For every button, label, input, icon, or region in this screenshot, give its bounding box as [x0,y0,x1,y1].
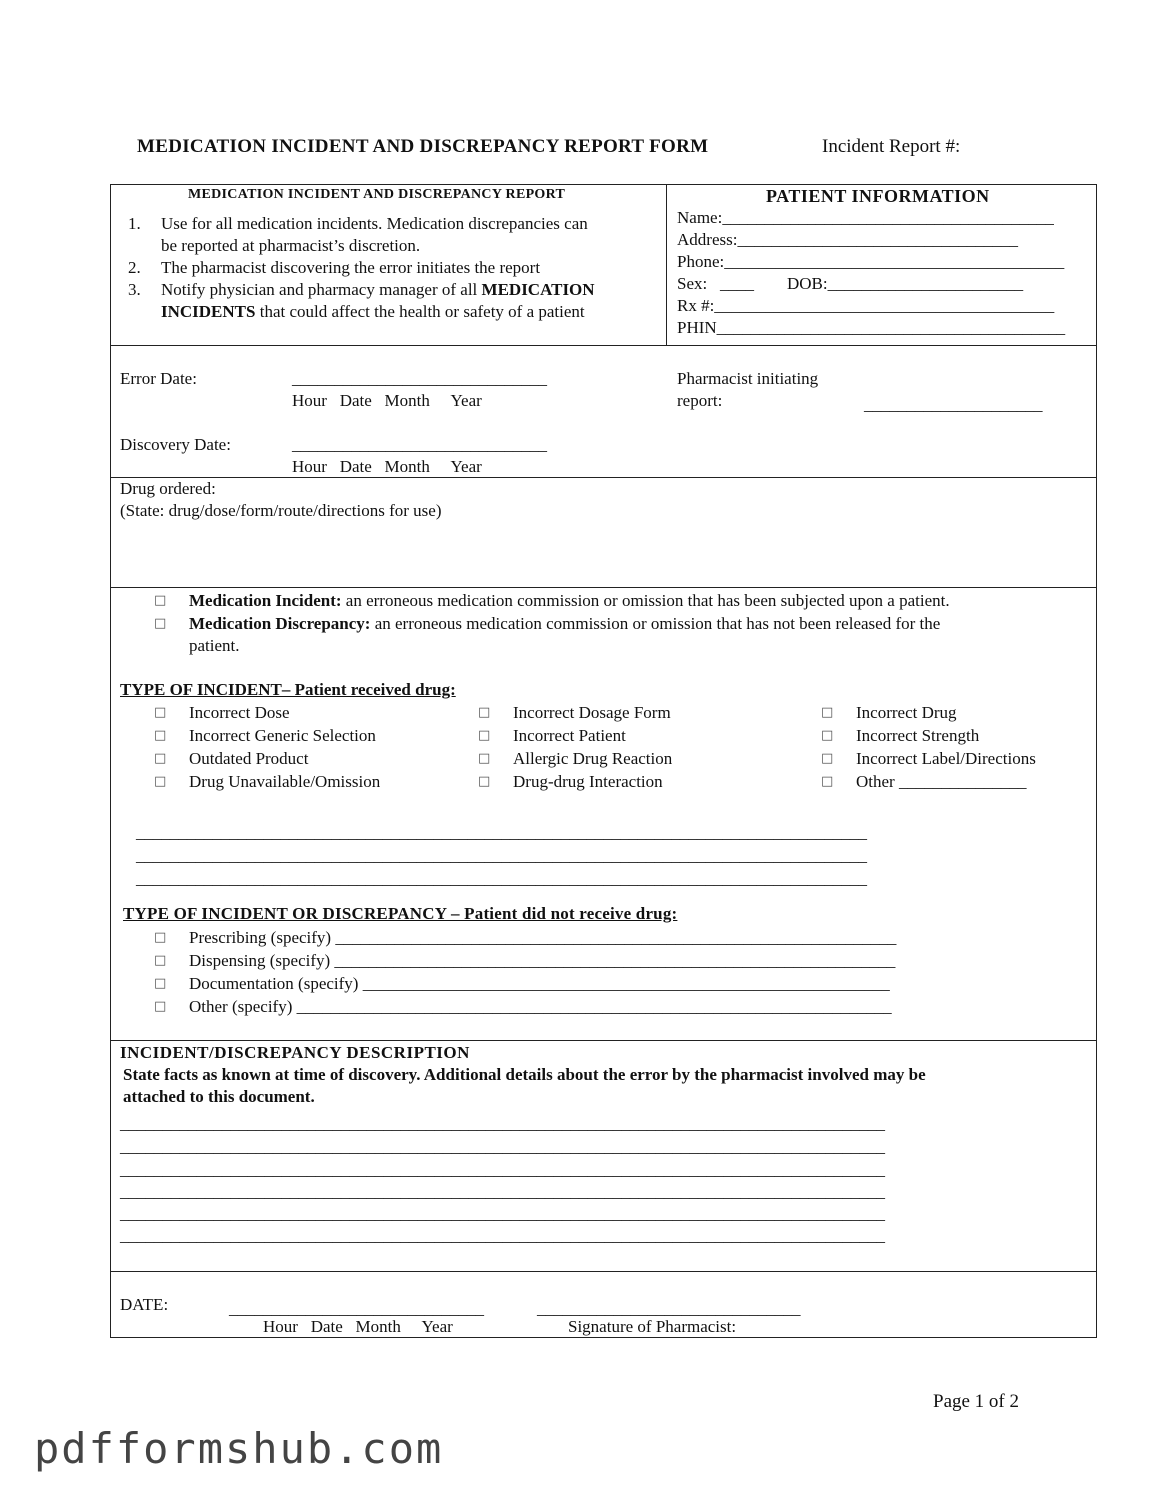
received-col2-item-2: Incorrect Patient [513,726,626,745]
other-specify-field[interactable]: Other (specify) ______________________________________________________________________ [189,997,892,1016]
pharmacist-label-2: report: [677,391,723,410]
received-col2-item-1: Incorrect Dosage Form [513,703,671,722]
form-title: MEDICATION INCIDENT AND DISCREPANCY REPORT FORM [137,136,709,157]
incorrect-drug-checkbox[interactable]: □ [821,705,834,720]
received-col2-item-4: Drug-drug Interaction [513,772,663,791]
documentation-checkbox[interactable]: □ [154,976,167,991]
incorrect-dosage-form-checkbox[interactable]: □ [478,705,491,720]
incorrect-strength-checkbox[interactable]: □ [821,728,834,743]
description-line-1[interactable]: __________________________________________________________________________________________ [120,1114,885,1133]
allergic-reaction-checkbox[interactable]: □ [478,751,491,766]
received-col3-item-2: Incorrect Strength [856,726,980,745]
error-date-label: Error Date: [120,369,197,388]
outdated-product-checkbox[interactable]: □ [154,751,167,766]
prescribing-checkbox[interactable]: □ [154,930,167,945]
description-text-1: State facts as known at time of discovery. Additional details about the error by the pharmacist involved may be [123,1065,926,1084]
incorrect-label-checkbox[interactable]: □ [821,751,834,766]
discovery-date-sublabels: Hour Date Month Year [292,457,482,476]
watermark: pdfformshub.com [34,1424,444,1473]
discovery-date-label: Discovery Date: [120,435,231,454]
received-notes-line-2[interactable]: ______________________________________________________________________________________ [136,846,867,865]
error-date-field[interactable]: ______________________________ [292,369,547,388]
incident-report-number-label: Incident Report #: [822,136,961,157]
received-col2-item-3: Allergic Drug Reaction [513,749,673,768]
description-line-6[interactable]: __________________________________________________________________________________________ [120,1226,885,1245]
medication-incident-text: Medication Incident: an erroneous medication commission or omission that has been subjected upon a patient. [189,591,950,610]
received-col3-item-3: Incorrect Label/Directions [856,749,1036,768]
instruction-1-line2: be reported at pharmacist’s discretion. [161,236,421,255]
received-notes-line-1[interactable]: ______________________________________________________________________________________ [136,823,867,842]
instruction-1-line1: Use for all medication incidents. Medication discrepancies can [161,214,588,233]
instruction-num-3: 3. [128,280,141,299]
instruction-num-2: 2. [128,258,141,277]
description-line-3[interactable]: __________________________________________________________________________________________ [120,1160,885,1179]
patient-sex-field[interactable]: Sex: ____ [677,274,754,293]
prescribing-field[interactable]: Prescribing (specify) __________________________________________________________________ [189,928,897,947]
dispensing-field[interactable]: Dispensing (specify) __________________________________________________________________ [189,951,896,970]
description-text-2: attached to this document. [123,1087,315,1106]
incorrect-patient-checkbox[interactable]: □ [478,728,491,743]
signature-date-field[interactable]: ______________________________ [229,1299,484,1318]
drug-ordered-hint: (State: drug/dose/form/route/directions for use) [120,501,442,520]
patient-phin-field[interactable]: PHIN_________________________________________ [677,318,1066,337]
medication-discrepancy-checkbox[interactable]: □ [154,616,167,631]
patient-dob-field[interactable]: DOB:_______________________ [787,274,1024,293]
drug-interaction-checkbox[interactable]: □ [478,774,491,789]
discovery-date-field[interactable]: ______________________________ [292,435,547,454]
instructions-heading: MEDICATION INCIDENT AND DISCREPANCY REPORT [188,187,566,202]
medication-discrepancy-text: Medication Discrepancy: an erroneous medication commission or omission that has not been released for the [189,614,941,633]
divider-3 [110,587,1097,588]
drug-unavailable-checkbox[interactable]: □ [154,774,167,789]
received-col1-item-1: Incorrect Dose [189,703,290,722]
instruction-num-1: 1. [128,214,141,233]
documentation-field[interactable]: Documentation (specify) ______________________________________________________________ [189,974,890,993]
patient-rx-field[interactable]: Rx #:________________________________________ [677,296,1055,315]
divider-4 [110,1040,1097,1041]
received-notes-line-3[interactable]: ______________________________________________________________________________________ [136,869,867,888]
error-date-sublabels: Hour Date Month Year [292,391,482,410]
signature-field[interactable]: _______________________________ [537,1299,801,1318]
patient-address-field[interactable]: Address:_________________________________ [677,230,1018,249]
other-received-checkbox[interactable]: □ [821,774,834,789]
received-col3-item-1: Incorrect Drug [856,703,957,722]
not-received-heading: TYPE OF INCIDENT OR DISCREPANCY – Patient did not receive drug: [123,904,678,923]
patient-info-heading: PATIENT INFORMATION [766,186,990,206]
received-heading: TYPE OF INCIDENT– Patient received drug: [120,680,456,699]
signature-label: Signature of Pharmacist: [568,1317,737,1336]
description-line-2[interactable]: __________________________________________________________________________________________ [120,1137,885,1156]
medication-incident-checkbox[interactable]: □ [154,593,167,608]
header-column-divider [666,184,667,345]
incorrect-dose-checkbox[interactable]: □ [154,705,167,720]
divider-5 [110,1271,1097,1272]
description-line-4[interactable]: __________________________________________________________________________________________ [120,1182,885,1201]
other-specify-checkbox[interactable]: □ [154,999,167,1014]
drug-ordered-label: Drug ordered: [120,479,216,498]
description-heading: INCIDENT/DISCREPANCY DESCRIPTION [120,1043,470,1062]
divider-2 [110,477,1097,478]
pharmacist-field[interactable]: _____________________ [864,395,1043,414]
signature-date-sublabels: Hour Date Month Year [263,1317,453,1336]
patient-phone-field[interactable]: Phone:________________________________________ [677,252,1065,271]
medication-discrepancy-text2: patient. [189,636,240,655]
patient-name-field[interactable]: Name:_______________________________________ [677,208,1054,227]
signature-date-label: DATE: [120,1295,169,1314]
instruction-2-line1: The pharmacist discovering the error initiates the report [161,258,541,277]
received-col1-item-4: Drug Unavailable/Omission [189,772,381,791]
divider-1 [110,345,1097,346]
description-line-5[interactable]: __________________________________________________________________________________________ [120,1204,885,1223]
received-col3-item-4[interactable]: Other _______________ [856,772,1027,791]
page-number: Page 1 of 2 [933,1391,1020,1412]
incorrect-generic-checkbox[interactable]: □ [154,728,167,743]
instruction-3-line1: Notify physician and pharmacy manager of all MEDICATION [161,280,595,299]
pharmacist-label-1: Pharmacist initiating [677,369,819,388]
dispensing-checkbox[interactable]: □ [154,953,167,968]
instruction-3-line2: INCIDENTS that could affect the health or safety of a patient [161,302,585,321]
received-col1-item-3: Outdated Product [189,749,309,768]
received-col1-item-2: Incorrect Generic Selection [189,726,376,745]
